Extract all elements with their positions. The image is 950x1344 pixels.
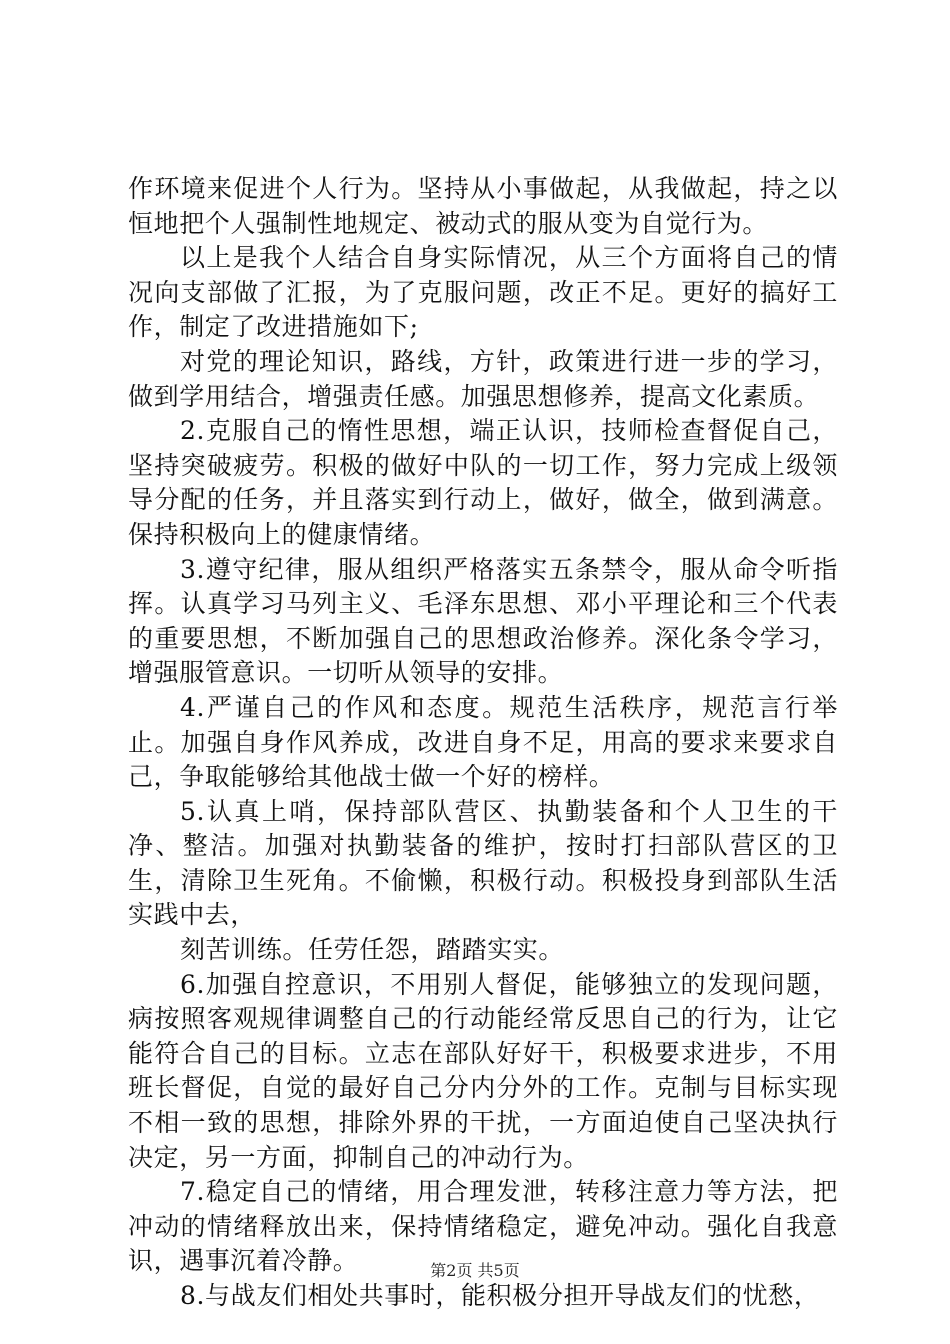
document-body: [128, 172, 838, 1314]
paragraph: 以上是我个人结合自身实际情况，从三个方面将自己的情况向支部做了汇报，为了克服问题，改正不足。更好的搞好工作，制定了改进措施如下;: [128, 243, 838, 342]
paragraph: 6.加强自控意识，不用别人督促，能够独立的发现问题，病按照客观规律调整自己的行动能经常反思自己的行为，让它能符合自己的目标。立志在部队好好干，积极要求进步，不用班长督促，自觉的最好自己分内分外的工作。克制与目标实现不相一致的思想，排除外界的干扰，一方面迫使自己坚决执行决定，另一方面，抑制自己的冲动行为。: [128, 969, 838, 1172]
paragraph: 8.与战友们相处共事时，能积极分担开导战友们的忧愁，: [180, 1281, 820, 1310]
paragraph: 5.认真上哨，保持部队营区、执勤装备和个人卫生的干净、整洁。加强对执勤装备的维护，按时打扫部队营区的卫生，清除卫生死角。不偷懒，积极行动。积极投身到部队生活实践中去，: [128, 796, 838, 930]
paragraph: 作环境来促进个人行为。坚持从小事做起，从我做起，持之以恒地把个人强制性地规定、被动式的服从变为自觉行为。: [128, 174, 838, 238]
paragraph: 7.稳定自己的情绪，用合理发泄，转移注意力等方法，把冲动的情绪释放出来，保持情绪稳定，避免冲动。强化自我意识，遇事沉着冷静。: [128, 1177, 838, 1276]
page-number-footer: 第2页 共5页: [430, 1261, 520, 1280]
paragraph: 3.遵守纪律，服从组织严格落实五条禁令，服从命令听指挥。认真学习马列主义、毛泽东思想、邓小平理论和三个代表的重要思想，不断加强自己的思想政治修养。深化条令学习，增强服管意识。一切听从领导的安排。: [128, 554, 838, 688]
paragraph: 刻苦训练。任劳任怨，踏踏实实。: [180, 935, 565, 965]
paragraph: 2.克服自己的惰性思想，端正认识，技师检查督促自己，坚持突破疲劳。积极的做好中队的一切工作，努力完成上级领导分配的任务，并且落实到行动上，做好，做全，做到满意。保持积极向上的健康情绪。: [128, 416, 838, 549]
paragraph: 4.严谨自己的作风和态度。规范生活秩序，规范言行举止。加强自身作风养成，改进自身不足，用高的要求来要求自己，争取能够给其他战士做一个好的榜样。: [128, 692, 838, 792]
paragraph: 对党的理论知识，路线，方针，政策进行进一步的学习，做到学用结合，增强责任感。加强思想修养，提高文化素质。: [128, 346, 838, 411]
